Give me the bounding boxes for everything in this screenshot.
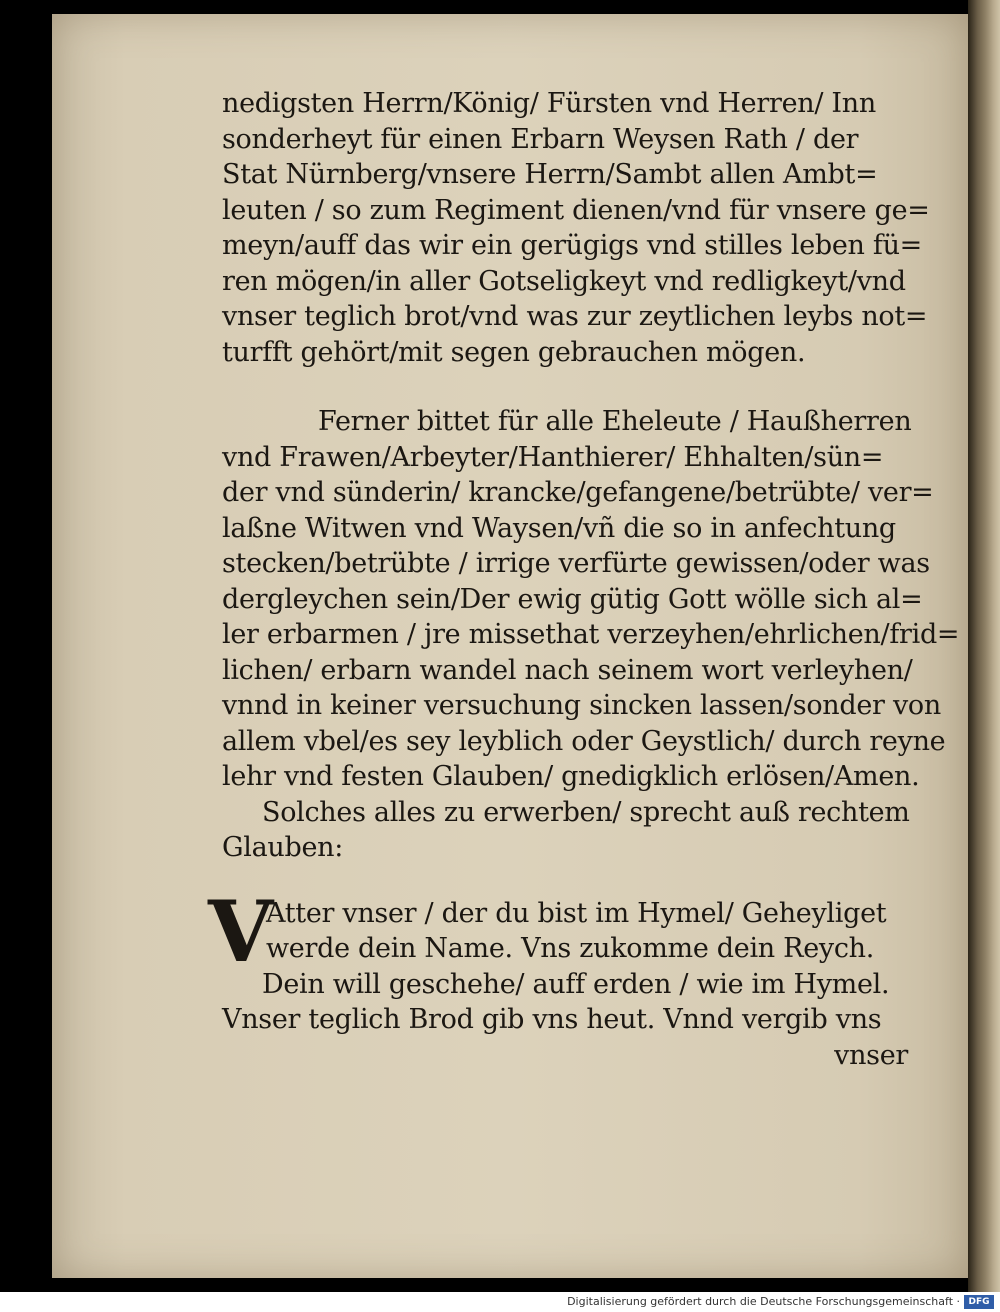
text-line: dergleychen sein/Der ewig gütig Gott wölle sich al=: [222, 583, 923, 615]
text-line: sonderheyt für einen Erbarn Weysen Rath / der: [222, 123, 859, 155]
lords-prayer: [208, 881, 908, 1074]
text-line: turfft gehört/mit segen gebrauchen mögen.: [222, 336, 806, 368]
dfg-logo-icon: DFG: [964, 1295, 994, 1309]
funding-footer: [0, 1292, 1000, 1312]
text-line: der vnd sünderin/ krancke/gefangene/betrübte/ ver=: [222, 477, 934, 508]
page-text: [208, 86, 960, 1073]
text-line: leuten / so zum Regiment dienen/vnd für vnsere ge=: [222, 194, 930, 226]
text-line: vnnd in keiner versuchung sincken lassen/sonder von: [222, 690, 941, 721]
text-line: Vnser teglich Brod gib vns heut. Vnnd vergib vns: [222, 1004, 882, 1035]
text-line: vnd Frawen/Arbeyter/Hanthierer/ Ehhalten/sün=: [222, 441, 884, 473]
text-line: nedigsten Herrn/König/ Fürsten vnd Herren/ Inn: [222, 88, 876, 119]
text-line: Solches alles zu erwerben/ sprecht auß rechtem: [262, 796, 910, 828]
text-line: lehr vnd festen Glauben/ gnedigklich erlösen/Amen.: [222, 761, 920, 792]
paragraph-1: [222, 86, 930, 370]
paragraph-spacer: [222, 866, 908, 896]
text-line: Stat Nürnberg/vnsere Herrn/Sambt allen Ambt=: [222, 159, 878, 190]
text-line: lichen/ erbarn wandel nach seinem wort verleyhen/: [222, 654, 913, 686]
text-line: laßne Witwen vnd Waysen/vñ die so in anfechtung: [222, 512, 896, 544]
funding-notice: Digitalisierung gefördert durch die Deutsche Forschungsgemeinschaft ·: [567, 1295, 960, 1308]
text-line: meyn/auff das wir ein gerügigs vnd stilles leben fü=: [222, 230, 923, 261]
text-line: allem vbel/es sey leyblich oder Geystlich/ durch reyne: [222, 725, 946, 757]
catchword: vnser: [834, 1039, 908, 1071]
text-line: Ferner bittet für alle Eheleute / Haußherren: [318, 406, 912, 437]
page-edge: [968, 0, 1000, 1292]
text-line: Atter vnser / der du bist im Hymel/ Geheyliget: [266, 897, 887, 929]
text-line: ler erbarmen / jre missethat verzeyhen/ehrlichen/frid=: [222, 619, 960, 650]
drop-cap-initial: V: [208, 881, 274, 981]
text-line: werde dein Name. Vns zukomme dein Reych.: [266, 933, 875, 964]
paragraph-3: [222, 795, 908, 866]
paragraph-2: [222, 404, 960, 795]
paragraph-spacer: [222, 370, 908, 404]
text-line: vnser teglich brot/vnd was zur zeytlichen leybs not=: [222, 301, 928, 332]
text-line: stecken/betrübte / irrige verfürte gewissen/oder was: [222, 548, 930, 579]
text-line: Glauben:: [222, 832, 344, 863]
text-line: ren mögen/in aller Gotseligkeyt vnd redligkeyt/vnd: [222, 265, 906, 297]
text-line: Dein will geschehe/ auff erden / wie im Hymel.: [262, 968, 890, 1000]
